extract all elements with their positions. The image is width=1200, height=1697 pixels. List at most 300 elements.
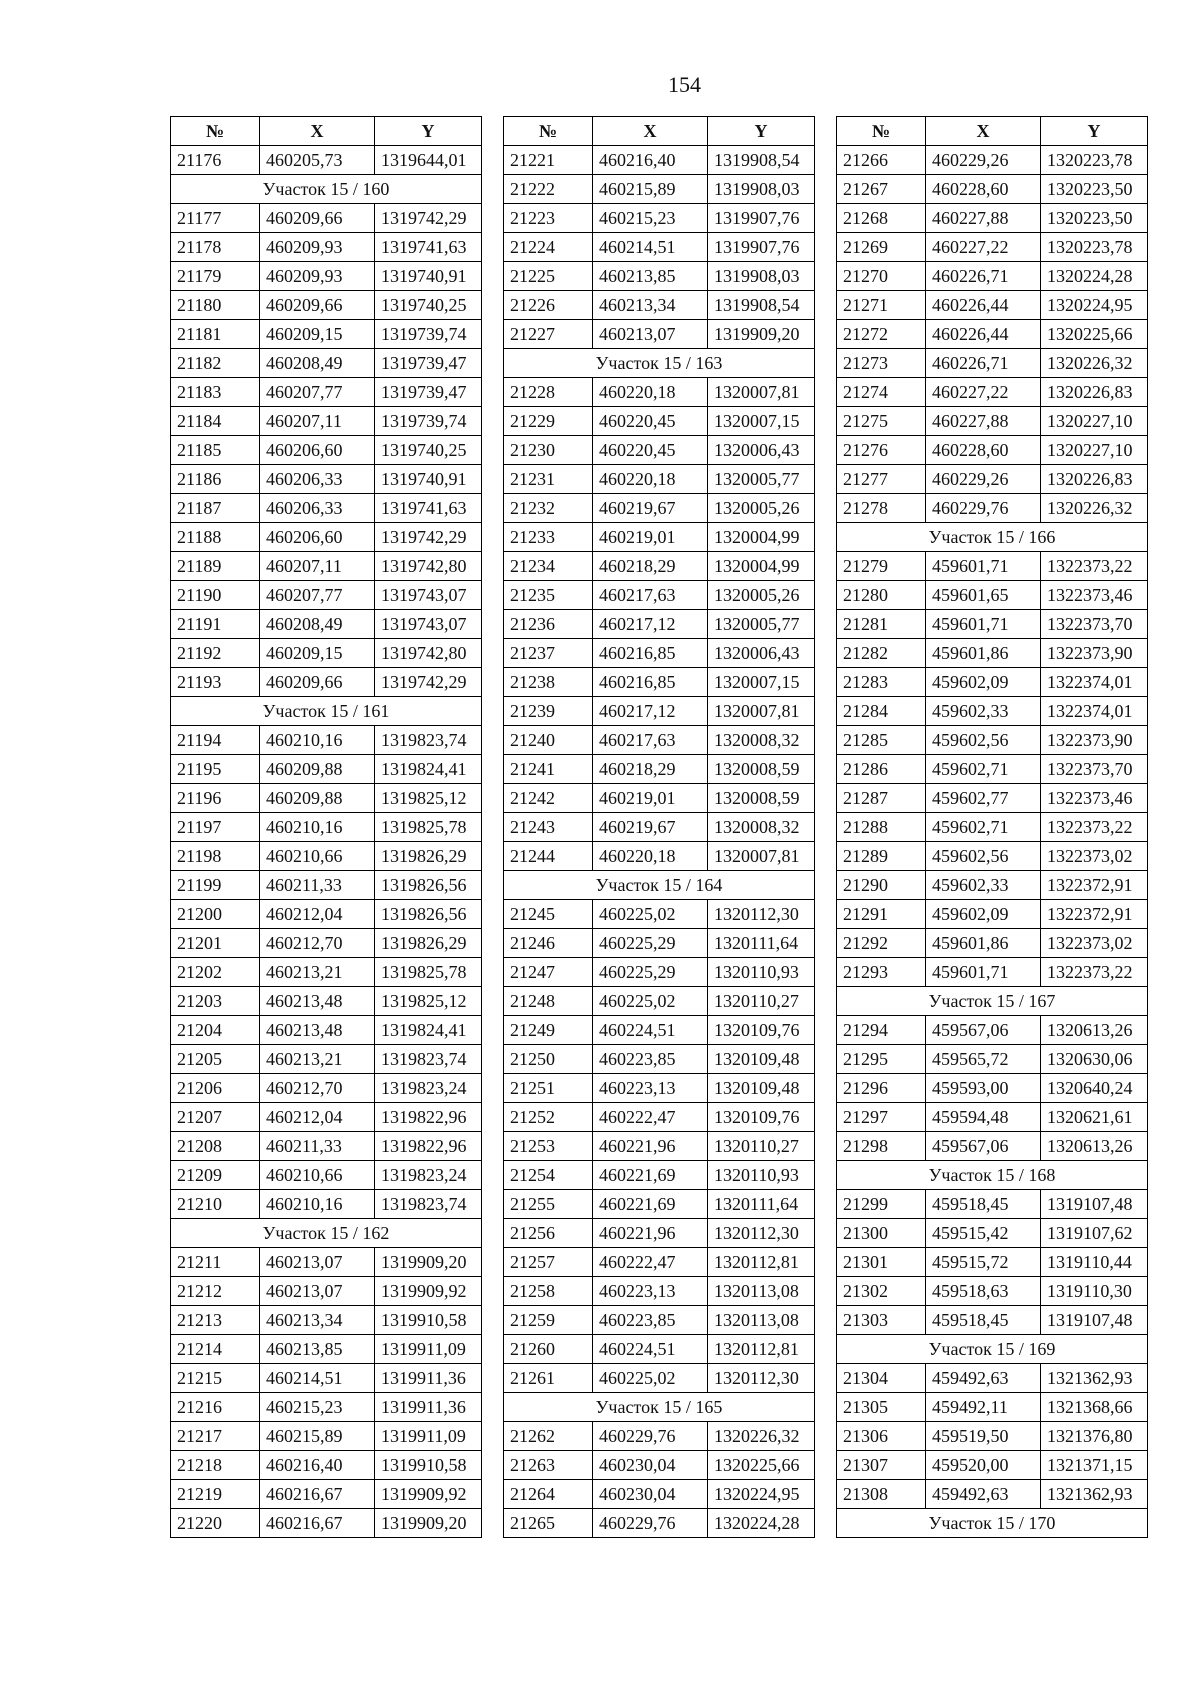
x-coordinate-cell: 460215,89 <box>260 1422 375 1451</box>
y-coordinate-cell: 1319909,20 <box>708 320 815 349</box>
point-number-cell: 21299 <box>837 1190 926 1219</box>
point-number-cell: 21248 <box>504 987 593 1016</box>
point-number-cell: 21214 <box>171 1335 260 1364</box>
table-row <box>171 1132 482 1161</box>
point-number-cell: 21243 <box>504 813 593 842</box>
y-coordinate-cell: 1319743,07 <box>375 581 482 610</box>
point-number-cell: 21257 <box>504 1248 593 1277</box>
x-coordinate-cell: 460221,69 <box>593 1161 708 1190</box>
y-coordinate-cell: 1319825,12 <box>375 987 482 1016</box>
section-title: Участок 15 / 170 <box>837 1509 1148 1538</box>
x-coordinate-cell: 459520,00 <box>926 1451 1041 1480</box>
y-coordinate-cell: 1320640,24 <box>1041 1074 1148 1103</box>
x-coordinate-cell: 460224,51 <box>593 1335 708 1364</box>
point-number-cell: 21295 <box>837 1045 926 1074</box>
y-coordinate-cell: 1320112,30 <box>708 1219 815 1248</box>
x-coordinate-cell: 460218,29 <box>593 552 708 581</box>
section-header-row <box>504 871 815 900</box>
point-number-cell: 21270 <box>837 262 926 291</box>
x-coordinate-cell: 460229,26 <box>926 465 1041 494</box>
point-number-cell: 21281 <box>837 610 926 639</box>
table-row <box>504 1364 815 1393</box>
point-number-cell: 21196 <box>171 784 260 813</box>
y-coordinate-cell: 1319740,91 <box>375 262 482 291</box>
table-row <box>504 1509 815 1538</box>
table-row <box>171 1364 482 1393</box>
table-row <box>504 639 815 668</box>
y-coordinate-cell: 1320226,83 <box>1041 465 1148 494</box>
table-row <box>837 668 1148 697</box>
table-row <box>171 1074 482 1103</box>
point-number-cell: 21240 <box>504 726 593 755</box>
x-coordinate-cell: 460230,04 <box>593 1451 708 1480</box>
x-coordinate-cell: 460212,70 <box>260 1074 375 1103</box>
table-row <box>504 378 815 407</box>
table-row <box>504 842 815 871</box>
point-number-cell: 21179 <box>171 262 260 291</box>
x-coordinate-cell: 460207,11 <box>260 552 375 581</box>
table-row <box>171 1161 482 1190</box>
table-row <box>171 639 482 668</box>
point-number-cell: 21264 <box>504 1480 593 1509</box>
x-coordinate-cell: 460206,60 <box>260 436 375 465</box>
y-coordinate-cell: 1320224,28 <box>1041 262 1148 291</box>
x-coordinate-cell: 459515,72 <box>926 1248 1041 1277</box>
point-number-cell: 21194 <box>171 726 260 755</box>
y-coordinate-cell: 1322374,01 <box>1041 697 1148 726</box>
point-number-cell: 21218 <box>171 1451 260 1480</box>
x-coordinate-cell: 460225,29 <box>593 929 708 958</box>
point-number-cell: 21176 <box>171 146 260 175</box>
x-coordinate-cell: 460209,66 <box>260 204 375 233</box>
point-number-cell: 21204 <box>171 1016 260 1045</box>
point-number-cell: 21224 <box>504 233 593 262</box>
y-coordinate-cell: 1320007,81 <box>708 697 815 726</box>
point-number-cell: 21193 <box>171 668 260 697</box>
table-row <box>171 900 482 929</box>
x-coordinate-cell: 460206,33 <box>260 465 375 494</box>
y-coordinate-cell: 1320111,64 <box>708 1190 815 1219</box>
x-coordinate-cell: 460229,76 <box>926 494 1041 523</box>
table-row <box>171 320 482 349</box>
x-coordinate-cell: 459601,86 <box>926 929 1041 958</box>
y-coordinate-cell: 1322374,01 <box>1041 668 1148 697</box>
y-coordinate-cell: 1319826,29 <box>375 842 482 871</box>
table-row <box>837 291 1148 320</box>
table-row <box>171 233 482 262</box>
y-coordinate-cell: 1319740,25 <box>375 291 482 320</box>
page-number: 154 <box>668 72 701 97</box>
x-coordinate-cell: 460224,51 <box>593 1016 708 1045</box>
x-coordinate-cell: 459567,06 <box>926 1016 1041 1045</box>
y-coordinate-cell: 1319825,12 <box>375 784 482 813</box>
table-row <box>504 784 815 813</box>
point-number-cell: 21197 <box>171 813 260 842</box>
x-coordinate-cell: 460221,69 <box>593 1190 708 1219</box>
point-number-cell: 21236 <box>504 610 593 639</box>
table-row <box>504 726 815 755</box>
y-coordinate-cell: 1320223,50 <box>1041 204 1148 233</box>
section-header-row <box>504 1393 815 1422</box>
x-coordinate-cell: 460209,93 <box>260 233 375 262</box>
y-coordinate-cell: 1319911,36 <box>375 1364 482 1393</box>
x-coordinate-cell: 460212,70 <box>260 929 375 958</box>
x-coordinate-cell: 460213,48 <box>260 987 375 1016</box>
table-row <box>504 523 815 552</box>
table-row <box>504 494 815 523</box>
table-row <box>837 1451 1148 1480</box>
table-row <box>171 262 482 291</box>
point-number-cell: 21221 <box>504 146 593 175</box>
x-coordinate-cell: 460213,07 <box>260 1277 375 1306</box>
table-row <box>504 465 815 494</box>
x-coordinate-cell: 459602,77 <box>926 784 1041 813</box>
section-header-row <box>837 1335 1148 1364</box>
point-number-cell: 21199 <box>171 871 260 900</box>
y-coordinate-cell: 1319742,29 <box>375 668 482 697</box>
section-header-row <box>504 349 815 378</box>
x-coordinate-cell: 460217,63 <box>593 581 708 610</box>
point-number-cell: 21258 <box>504 1277 593 1306</box>
point-number-cell: 21274 <box>837 378 926 407</box>
y-coordinate-cell: 1319826,29 <box>375 929 482 958</box>
x-coordinate-cell: 460225,02 <box>593 987 708 1016</box>
y-coordinate-cell: 1320112,30 <box>708 1364 815 1393</box>
y-coordinate-cell: 1319823,74 <box>375 726 482 755</box>
y-coordinate-cell: 1322373,22 <box>1041 813 1148 842</box>
y-coordinate-cell: 1319107,48 <box>1041 1190 1148 1219</box>
x-coordinate-cell: 460206,33 <box>260 494 375 523</box>
table-row <box>504 1190 815 1219</box>
y-coordinate-cell: 1320225,66 <box>708 1451 815 1480</box>
point-number-cell: 21209 <box>171 1161 260 1190</box>
header-number: № <box>504 117 593 146</box>
point-number-cell: 21212 <box>171 1277 260 1306</box>
point-number-cell: 21305 <box>837 1393 926 1422</box>
y-coordinate-cell: 1319739,74 <box>375 407 482 436</box>
x-coordinate-cell: 460217,12 <box>593 610 708 639</box>
x-coordinate-cell: 459602,33 <box>926 871 1041 900</box>
point-number-cell: 21205 <box>171 1045 260 1074</box>
table-row <box>504 204 815 233</box>
table-row <box>837 233 1148 262</box>
x-coordinate-cell: 460210,66 <box>260 1161 375 1190</box>
x-coordinate-cell: 460207,11 <box>260 407 375 436</box>
point-number-cell: 21203 <box>171 987 260 1016</box>
point-number-cell: 21183 <box>171 378 260 407</box>
header-x: X <box>593 117 708 146</box>
y-coordinate-cell: 1320225,66 <box>1041 320 1148 349</box>
table-row <box>171 1393 482 1422</box>
y-coordinate-cell: 1319908,54 <box>708 146 815 175</box>
x-coordinate-cell: 459593,00 <box>926 1074 1041 1103</box>
y-coordinate-cell: 1320226,32 <box>708 1422 815 1451</box>
x-coordinate-cell: 460226,44 <box>926 291 1041 320</box>
point-number-cell: 21297 <box>837 1103 926 1132</box>
table-row <box>837 1277 1148 1306</box>
point-number-cell: 21187 <box>171 494 260 523</box>
y-coordinate-cell: 1322373,22 <box>1041 552 1148 581</box>
point-number-cell: 21210 <box>171 1190 260 1219</box>
table-row <box>171 1335 482 1364</box>
x-coordinate-cell: 460216,67 <box>260 1509 375 1538</box>
x-coordinate-cell: 460228,60 <box>926 436 1041 465</box>
y-coordinate-cell: 1320008,59 <box>708 755 815 784</box>
x-coordinate-cell: 460208,49 <box>260 349 375 378</box>
section-header-row <box>171 697 482 726</box>
y-coordinate-cell: 1319823,74 <box>375 1190 482 1219</box>
table-row <box>171 784 482 813</box>
y-coordinate-cell: 1320226,83 <box>1041 378 1148 407</box>
table-row <box>504 813 815 842</box>
point-number-cell: 21192 <box>171 639 260 668</box>
table-row <box>171 1190 482 1219</box>
y-coordinate-cell: 1319908,03 <box>708 175 815 204</box>
x-coordinate-cell: 459518,45 <box>926 1190 1041 1219</box>
y-coordinate-cell: 1320004,99 <box>708 523 815 552</box>
table-row <box>504 320 815 349</box>
x-coordinate-cell: 460210,16 <box>260 726 375 755</box>
x-coordinate-cell: 460210,16 <box>260 813 375 842</box>
table-row <box>171 204 482 233</box>
y-coordinate-cell: 1320227,10 <box>1041 436 1148 465</box>
y-coordinate-cell: 1319742,29 <box>375 523 482 552</box>
table-row <box>837 146 1148 175</box>
point-number-cell: 21246 <box>504 929 593 958</box>
y-coordinate-cell: 1320613,26 <box>1041 1132 1148 1161</box>
point-number-cell: 21215 <box>171 1364 260 1393</box>
point-number-cell: 21278 <box>837 494 926 523</box>
x-coordinate-cell: 459602,56 <box>926 726 1041 755</box>
x-coordinate-cell: 460218,29 <box>593 755 708 784</box>
y-coordinate-cell: 1320110,93 <box>708 1161 815 1190</box>
table-header-row <box>504 117 815 146</box>
table-row <box>837 842 1148 871</box>
point-number-cell: 21232 <box>504 494 593 523</box>
y-coordinate-cell: 1319107,48 <box>1041 1306 1148 1335</box>
y-coordinate-cell: 1319825,78 <box>375 813 482 842</box>
y-coordinate-cell: 1320630,06 <box>1041 1045 1148 1074</box>
x-coordinate-cell: 460213,85 <box>593 262 708 291</box>
y-coordinate-cell: 1320007,15 <box>708 668 815 697</box>
section-title: Участок 15 / 166 <box>837 523 1148 552</box>
x-coordinate-cell: 460223,85 <box>593 1045 708 1074</box>
table-row <box>837 262 1148 291</box>
x-coordinate-cell: 460213,85 <box>260 1335 375 1364</box>
table-row <box>504 552 815 581</box>
y-coordinate-cell: 1319822,96 <box>375 1132 482 1161</box>
point-number-cell: 21262 <box>504 1422 593 1451</box>
y-coordinate-cell: 1319110,30 <box>1041 1277 1148 1306</box>
coordinate-table-1 <box>170 116 482 1538</box>
y-coordinate-cell: 1320226,32 <box>1041 494 1148 523</box>
y-coordinate-cell: 1321371,15 <box>1041 1451 1148 1480</box>
point-number-cell: 21185 <box>171 436 260 465</box>
point-number-cell: 21285 <box>837 726 926 755</box>
x-coordinate-cell: 459565,72 <box>926 1045 1041 1074</box>
point-number-cell: 21284 <box>837 697 926 726</box>
y-coordinate-cell: 1321362,93 <box>1041 1480 1148 1509</box>
table-row <box>837 726 1148 755</box>
point-number-cell: 21271 <box>837 291 926 320</box>
section-title: Участок 15 / 167 <box>837 987 1148 1016</box>
table-row <box>171 1422 482 1451</box>
table-row <box>837 871 1148 900</box>
point-number-cell: 21227 <box>504 320 593 349</box>
point-number-cell: 21250 <box>504 1045 593 1074</box>
y-coordinate-cell: 1322372,91 <box>1041 900 1148 929</box>
x-coordinate-cell: 459602,09 <box>926 668 1041 697</box>
table-row <box>504 668 815 697</box>
point-number-cell: 21286 <box>837 755 926 784</box>
x-coordinate-cell: 460215,23 <box>260 1393 375 1422</box>
table-row <box>837 1103 1148 1132</box>
table-row <box>504 146 815 175</box>
point-number-cell: 21289 <box>837 842 926 871</box>
table-row <box>171 726 482 755</box>
x-coordinate-cell: 460216,85 <box>593 639 708 668</box>
point-number-cell: 21225 <box>504 262 593 291</box>
table-row <box>837 813 1148 842</box>
x-coordinate-cell: 460213,48 <box>260 1016 375 1045</box>
y-coordinate-cell: 1320223,78 <box>1041 233 1148 262</box>
x-coordinate-cell: 460229,76 <box>593 1422 708 1451</box>
table-row <box>171 958 482 987</box>
table-row <box>171 291 482 320</box>
point-number-cell: 21268 <box>837 204 926 233</box>
point-number-cell: 21260 <box>504 1335 593 1364</box>
y-coordinate-cell: 1320613,26 <box>1041 1016 1148 1045</box>
point-number-cell: 21302 <box>837 1277 926 1306</box>
point-number-cell: 21294 <box>837 1016 926 1045</box>
header-number: № <box>171 117 260 146</box>
table-row <box>171 1248 482 1277</box>
table-row <box>837 1074 1148 1103</box>
section-title: Участок 15 / 161 <box>171 697 482 726</box>
table-row <box>504 1306 815 1335</box>
table-row <box>504 1161 815 1190</box>
coordinate-table-3 <box>836 116 1148 1538</box>
section-title: Участок 15 / 163 <box>504 349 815 378</box>
point-number-cell: 21263 <box>504 1451 593 1480</box>
y-coordinate-cell: 1319743,07 <box>375 610 482 639</box>
x-coordinate-cell: 460220,45 <box>593 407 708 436</box>
table-row <box>504 436 815 465</box>
y-coordinate-cell: 1319908,03 <box>708 262 815 291</box>
table-row <box>837 1016 1148 1045</box>
table-row <box>504 1335 815 1364</box>
y-coordinate-cell: 1319823,74 <box>375 1045 482 1074</box>
x-coordinate-cell: 459601,71 <box>926 552 1041 581</box>
y-coordinate-cell: 1319739,74 <box>375 320 482 349</box>
section-title: Участок 15 / 160 <box>171 175 482 204</box>
y-coordinate-cell: 1322373,90 <box>1041 639 1148 668</box>
point-number-cell: 21200 <box>171 900 260 929</box>
x-coordinate-cell: 459515,42 <box>926 1219 1041 1248</box>
table-row <box>504 697 815 726</box>
y-coordinate-cell: 1320110,27 <box>708 1132 815 1161</box>
header-number: № <box>837 117 926 146</box>
x-coordinate-cell: 460229,76 <box>593 1509 708 1538</box>
y-coordinate-cell: 1322373,70 <box>1041 755 1148 784</box>
table-row <box>837 639 1148 668</box>
y-coordinate-cell: 1319740,25 <box>375 436 482 465</box>
table-row <box>837 755 1148 784</box>
y-coordinate-cell: 1319822,96 <box>375 1103 482 1132</box>
y-coordinate-cell: 1320004,99 <box>708 552 815 581</box>
y-coordinate-cell: 1320109,48 <box>708 1045 815 1074</box>
y-coordinate-cell: 1319911,36 <box>375 1393 482 1422</box>
table-row <box>837 581 1148 610</box>
table-row <box>837 1248 1148 1277</box>
header-y: Y <box>1041 117 1148 146</box>
y-coordinate-cell: 1319741,63 <box>375 494 482 523</box>
x-coordinate-cell: 460206,60 <box>260 523 375 552</box>
point-number-cell: 21301 <box>837 1248 926 1277</box>
point-number-cell: 21252 <box>504 1103 593 1132</box>
section-header-row <box>837 987 1148 1016</box>
y-coordinate-cell: 1319741,63 <box>375 233 482 262</box>
table-row <box>837 929 1148 958</box>
table-row <box>837 552 1148 581</box>
table-row <box>504 987 815 1016</box>
point-number-cell: 21184 <box>171 407 260 436</box>
x-coordinate-cell: 460222,47 <box>593 1103 708 1132</box>
x-coordinate-cell: 460214,51 <box>593 233 708 262</box>
x-coordinate-cell: 460223,85 <box>593 1306 708 1335</box>
table-row <box>837 436 1148 465</box>
section-header-row <box>171 1219 482 1248</box>
header-x: X <box>926 117 1041 146</box>
point-number-cell: 21211 <box>171 1248 260 1277</box>
x-coordinate-cell: 460210,66 <box>260 842 375 871</box>
point-number-cell: 21266 <box>837 146 926 175</box>
y-coordinate-cell: 1319907,76 <box>708 204 815 233</box>
y-coordinate-cell: 1320224,95 <box>1041 291 1148 320</box>
table-row <box>504 1422 815 1451</box>
header-x: X <box>260 117 375 146</box>
y-coordinate-cell: 1319910,58 <box>375 1306 482 1335</box>
point-number-cell: 21237 <box>504 639 593 668</box>
point-number-cell: 21242 <box>504 784 593 813</box>
x-coordinate-cell: 460209,88 <box>260 784 375 813</box>
x-coordinate-cell: 459602,09 <box>926 900 1041 929</box>
header-y: Y <box>708 117 815 146</box>
point-number-cell: 21244 <box>504 842 593 871</box>
x-coordinate-cell: 460219,01 <box>593 523 708 552</box>
y-coordinate-cell: 1320226,32 <box>1041 349 1148 378</box>
x-coordinate-cell: 459602,71 <box>926 813 1041 842</box>
table-row <box>171 465 482 494</box>
point-number-cell: 21288 <box>837 813 926 842</box>
table-row <box>171 436 482 465</box>
y-coordinate-cell: 1319644,01 <box>375 146 482 175</box>
coordinate-table-2 <box>503 116 815 1538</box>
point-number-cell: 21229 <box>504 407 593 436</box>
table-row <box>171 1016 482 1045</box>
table-row <box>171 1306 482 1335</box>
y-coordinate-cell: 1319909,20 <box>375 1509 482 1538</box>
point-number-cell: 21206 <box>171 1074 260 1103</box>
point-number-cell: 21198 <box>171 842 260 871</box>
y-coordinate-cell: 1321376,80 <box>1041 1422 1148 1451</box>
x-coordinate-cell: 459492,63 <box>926 1364 1041 1393</box>
y-coordinate-cell: 1322373,46 <box>1041 581 1148 610</box>
point-number-cell: 21298 <box>837 1132 926 1161</box>
point-number-cell: 21280 <box>837 581 926 610</box>
table-header-row <box>837 117 1148 146</box>
x-coordinate-cell: 459518,45 <box>926 1306 1041 1335</box>
